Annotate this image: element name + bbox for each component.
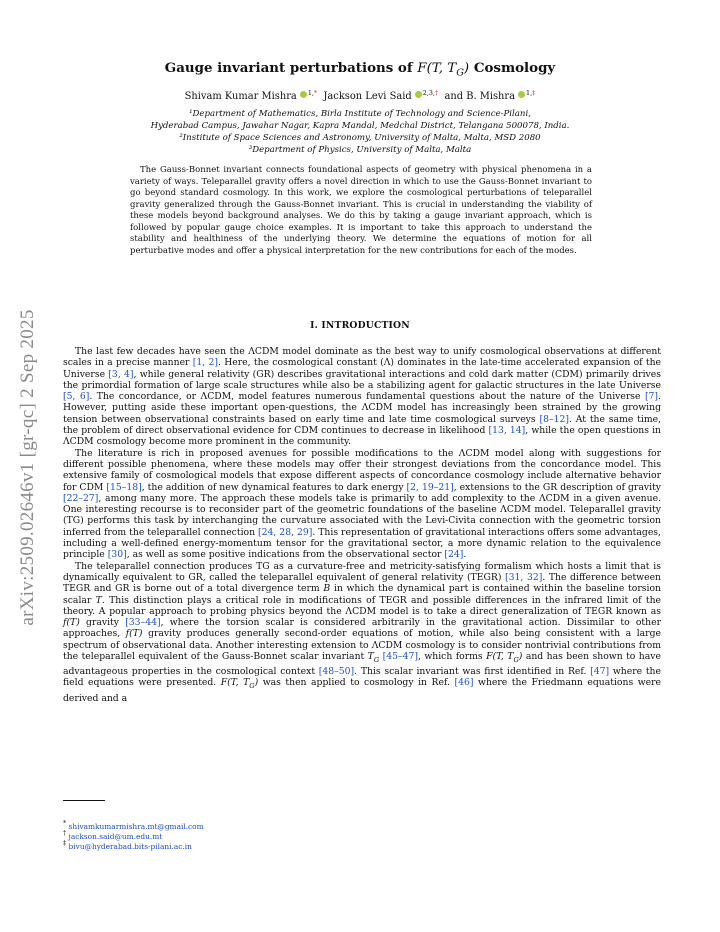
footnote [63,839,204,852]
inline-math: f(T) [125,628,143,640]
intro-paragraph: The last few decades have seen the ΛCDM model dominate as the best way to unify cosmological observations at different scales in a precise manner [1, 2]. Here, the cosmological constant (Λ) dominates in the late-time accelerated expansion of the Universe [3, 4], while general relativity (GR) describes gravitational interactions and cold dark matter (CDM) primarily drives the primordial formation of large scale structures while also be a stabilizing agent for galactic structures in the late Universe [5, 6]. The concordance, or ΛCDM, model features numerous fundamental questions about the nature of the Universe [7]. However, putting aside these important open-questions, the ΛCDM model has increasingly been strained by the growing tension between observational constraints based on early time and late time cosmological surveys [8–12]. At the same time, the problem of direct observational evidence for CDM continues to decrease in likelihood [13, 14], while the open questions in ΛCDM cosmology become more prominent in the community. [63,346,662,448]
title-pre: Gauge invariant perturbations of [164,60,418,76]
affiliation-line-1: ¹Department of Mathematics, Birla Institute of Technology and Science-Pilani, [189,109,531,119]
inline-math: F(T, $T_G$) [486,651,523,664]
footnote [63,819,204,832]
orcid-icon-2[interactable] [415,91,422,98]
author-marks-1: 1,* [307,89,318,97]
affiliation-line-3: ²Institute of Space Sciences and Astronomy, University of Malta, Malta, MSD 2080 [179,133,541,143]
author-marks-2: 2,3,† [422,89,439,97]
citation-link[interactable]: [5, 6] [63,391,90,403]
footnote-mark: ‡ [63,839,67,848]
author-list [0,91,720,102]
paper-title [0,60,720,79]
author-name-1: Shivam Kumar Mishra [184,91,297,102]
citation-link[interactable]: [15–18] [106,481,142,493]
inline-math: $T_G$ [367,651,380,664]
citation-link[interactable]: [24] [444,549,464,561]
footnote-divider [63,800,105,801]
body-text [63,346,661,704]
abstract [130,165,592,257]
author-name-3: B. Mishra [466,91,516,102]
citation-link[interactable]: [13, 14] [488,425,526,437]
citation-link[interactable]: [30] [107,549,127,561]
inline-math: F(T, $T_G$) [220,677,259,691]
citation-link[interactable]: [7] [644,391,659,403]
citation-link[interactable]: [45–47] [382,651,418,663]
citation-link[interactable]: [24, 28, 29] [258,526,313,538]
orcid-icon-3[interactable] [518,91,525,98]
intro-paragraph: The teleparallel connection produces TG as a curvature-free and metricity-satisfying formalism which hosts a limit that is dynamically equivalent to GR, called the teleparallel equivalent of general relativity (TEGR) [31, 32]. The difference between TEGR and GR is borne out of a total divergence term B in which the dynamical part is contained within the baseline torsion scalar T. This distinction plays a critical role in modifications of TEGR and possible differences in the infrared limit of the theory. A popular approach to probing physics beyond the ΛCDM model is to take a direct generalization of TEGR known as f(T) gravity [33–44], where the torsion scalar is considered arbitrarily in the gravitational action. Dissimilar to other approaches, f(T) gravity produces generally second-order equations of motion, while also being consistent with a large spectrum of observational data. Another interesting extension to ΛCDM cosmology is to consider nontrivial contributions from the teleparallel equivalent of the Gauss-Bonnet scalar invariant $T_G$ [45–47], which forms F(T, $T_G$) and has been shown to have advantageous properties in the cosmological context [48–50]. This scalar invariant was first identified in Ref. [47] where the field equations were presented. F(T, $T_G$) was then applied to cosmology in Ref. [46] where the Friedmann equations were derived and a [63,560,662,704]
citation-link[interactable]: [47] [590,666,610,678]
author-name-2: Jackson Levi Said [323,91,412,102]
citation-link[interactable]: [46] [454,677,474,689]
inline-math: f(T) [63,617,80,629]
arxiv-identifier[interactable]: arXiv:2509.02646v1 [gr-qc] 2 Sep 2025 [17,309,38,626]
citation-link[interactable]: [48–50] [318,666,355,678]
citation-link[interactable]: [8–12] [539,413,569,425]
abstract-text: The Gauss-Bonnet invariant connects foundational aspects of geometry with physical phenomena in a variety of ways. Teleparallel gravity offers a novel direction in which to use the Gauss-Bonnet invariant to go beyond standard cosmology. In this work, we explore the cosmological perturbations of teleparallel gravity generalized through the Gauss-Bonnet invariant. This is crucial in understanding the viability of these models beyond background analyses. We do this by taking a gauge invariant approach, which is followed by popular gauge choice examples. It is important to take this approach to understand the stability and healthiness of the underlying theory. We determine the equations of motion for all perturbative modes and offer a physical interpretation for the new contributions for each of the modes. [130,165,592,256]
inline-math: T [95,594,102,606]
title-math: F(T, $T_G$) [417,61,470,79]
footnote [63,829,204,842]
orcid-icon-1[interactable] [300,91,307,98]
section-heading: I. INTRODUCTION [310,320,410,331]
inline-math: B [323,583,331,595]
citation-link[interactable]: [3, 4] [108,368,134,380]
affiliation-line-4: ³Department of Physics, University of Malta, Malta [248,145,472,155]
affiliation-line-2: Hyderabad Campus, Jawahar Nagar, Kapra Mandal, Medchal District, Telangana 500078, India. [150,121,570,131]
citation-link[interactable]: [2, 19–21] [406,481,454,493]
footnote-email-link[interactable]: jackson.said@um.edu.mt [66,832,163,842]
footnote-email-link[interactable]: shivamkumarmishra.mt@gmail.com [66,822,204,831]
author-and: and [444,91,464,102]
author-marks-3: 1,‡ [526,89,536,97]
footnote-email-link[interactable]: bivu@hyderabad.bits-pilani.ac.in [66,842,192,852]
citation-link[interactable]: [33–44] [125,617,161,629]
citation-link[interactable]: [1, 2] [192,357,218,369]
citation-link[interactable]: [31, 32] [505,571,543,583]
intro-paragraph: The literature is rich in proposed avenues for possible modifications to the ΛCDM model along with suggestions for different possible phenomena, where these models may offer their strongest deviations from the concordance model. This extensive family of cosmological models that expose different aspects of concordance cosmology include alternative behavior for CDM [15–18], the addition of new dynamical features to dark energy [2, 19–21], extensions to the GR description of gravity [22–27], among many more. The approach these models take is primarily to add complexity to the ΛCDM in a given avenue. One interesting recourse is to reconsider part of the geometric foundations of the baseline ΛCDM model. Teleparallel gravity (TG) performs this task by interchanging the curvature associated with the Levi-Civita connection with the geometric torsion inferred from the teleparallel connection [24, 28, 29]. This representation of gravitational interactions offers some advantages, including a well-defined energy-momentum tensor for the gravitational sector, a more dynamic relation to the equivalence principle [30], as well as some positive indications from the observational sector [24]. [63,447,661,561]
footnotes [63,819,204,853]
footnote-mark: * [63,819,67,827]
citation-link[interactable]: [22–27] [63,492,99,504]
footnote-mark: † [63,829,67,838]
title-post: Cosmology [469,60,556,76]
